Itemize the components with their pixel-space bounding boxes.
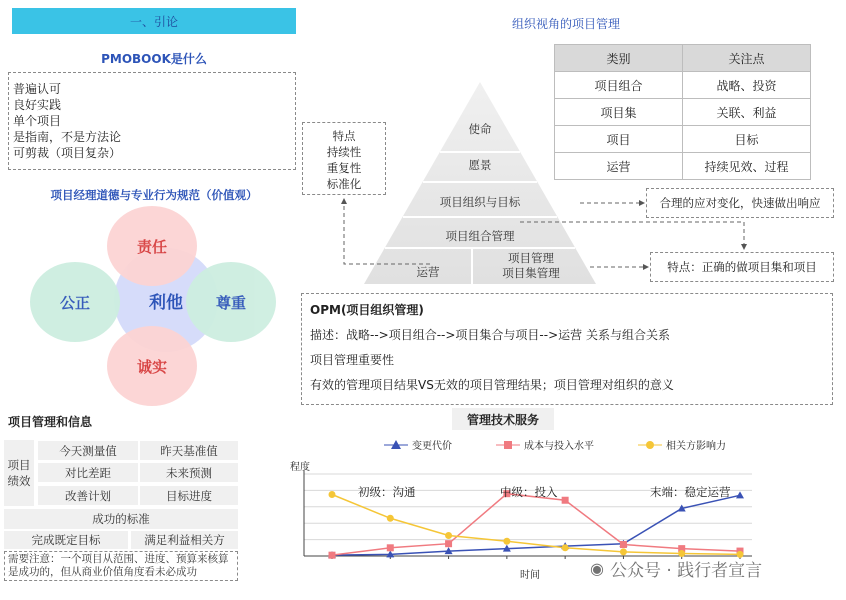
success-standard: 成功的标准: [4, 509, 238, 529]
pmobook-item: 普遍认可: [13, 82, 62, 96]
table-header: 关注点: [683, 45, 811, 72]
pmobook-item: 是指南，不是方法论: [13, 130, 122, 144]
table-cell: 项目组合: [555, 72, 683, 99]
info-title: 项目管理和信息: [8, 415, 93, 429]
pmobook-title: PMOBOOK是什么: [101, 52, 207, 66]
wechat-icon: ◉: [590, 559, 604, 578]
success-cell: 满足利益相关方: [131, 531, 238, 549]
table-cell: 项目: [555, 126, 683, 153]
legend-label: 相关方影响力: [666, 441, 726, 452]
pyramid-base-projects: 项目管理 项目集管理: [502, 251, 560, 280]
pyramid-base-ops: 运营: [416, 265, 440, 279]
perf-label: 项目 绩效: [4, 440, 34, 506]
perf-cell: 对比差距: [38, 463, 138, 482]
chart-annotation: 初级：沟通: [358, 485, 416, 499]
note-box: 需要注意：一个项目从范围、进度、预算来核算是成功的，但从商业价值角度看未必成功: [4, 551, 238, 581]
chart-annotation: 末端：稳定运营: [650, 485, 731, 499]
opm-desc: 描述：战略-->项目组合-->项目集合与项目-->运营 关系与组合关系: [310, 328, 670, 342]
legend-label: 成本与投入水平: [524, 441, 594, 452]
pmobook-item: 单个项目: [13, 114, 62, 128]
watermark: [590, 556, 762, 581]
data-point: [387, 544, 394, 551]
value-left: 公正: [30, 262, 120, 342]
data-point: [387, 515, 394, 522]
chart-xlabel: 时间: [520, 570, 540, 581]
value-top: 责任: [107, 206, 197, 286]
table-header: 类别: [555, 45, 683, 72]
pyramid-level: 愿景: [468, 158, 492, 172]
watermark-text: 公众号 · 践行者宣言: [609, 561, 763, 581]
table-cell: 战略、投资: [683, 72, 811, 99]
opm-line: 项目管理重要性: [310, 353, 395, 367]
callout-response: 合理的应对变化，快速做出响应: [646, 188, 834, 218]
callout-features: 特点：正确的做项目集和项目: [650, 252, 834, 282]
perf-cell: 未来预测: [140, 463, 238, 482]
pmobook-item: 可剪裁（项目复杂）: [13, 146, 122, 160]
data-point: [562, 544, 569, 551]
pyramid-level: 项目组合管理: [445, 229, 515, 243]
data-point: [503, 538, 510, 545]
data-point: [445, 540, 452, 547]
value-right: 尊重: [186, 262, 276, 342]
success-cell: 完成既定目标: [4, 531, 128, 549]
data-point: [329, 552, 336, 559]
pmobook-item: 良好实践: [13, 98, 62, 112]
opm-title: OPM(项目组织管理): [310, 303, 424, 317]
features-box: 特点 持续性 重复性 标准化: [302, 122, 386, 195]
perf-cell: 改善计划: [38, 486, 138, 505]
legend-label: 变更代价: [412, 441, 452, 452]
pyramid-level: 项目组织与目标: [439, 195, 521, 209]
perf-cell: 昨天基准值: [140, 441, 238, 460]
value-center: 利他: [114, 248, 218, 352]
chart-ylabel: 程度: [290, 462, 310, 473]
table-cell: 目标: [683, 126, 811, 153]
org-title: 组织视角的项目管理: [511, 17, 620, 31]
ethics-title: 项目经理道德与专业行为规范（价值观）: [50, 188, 258, 202]
data-point: [620, 541, 627, 548]
section-header: 一、引论: [12, 8, 296, 34]
table-cell: 运营: [555, 153, 683, 180]
data-point: [445, 532, 452, 539]
data-point: [736, 491, 744, 498]
data-point: [329, 491, 336, 498]
chart-annotation: 中级：投入: [500, 485, 558, 499]
perf-cell: 目标进度: [140, 486, 238, 505]
table-cell: 持续见效、过程: [683, 153, 811, 180]
chart-title: 管理技术服务: [452, 408, 554, 430]
pyramid-level: 使命: [468, 122, 492, 136]
table-cell: 项目集: [555, 99, 683, 126]
value-bottom: 诚实: [107, 326, 197, 406]
data-point: [620, 548, 627, 555]
opm-line: 有效的管理项目结果VS无效的项目管理结果；项目管理对组织的意义: [310, 378, 674, 392]
perf-cell: 今天测量值: [38, 441, 138, 460]
data-point: [562, 497, 569, 504]
table-cell: 关联、利益: [683, 99, 811, 126]
